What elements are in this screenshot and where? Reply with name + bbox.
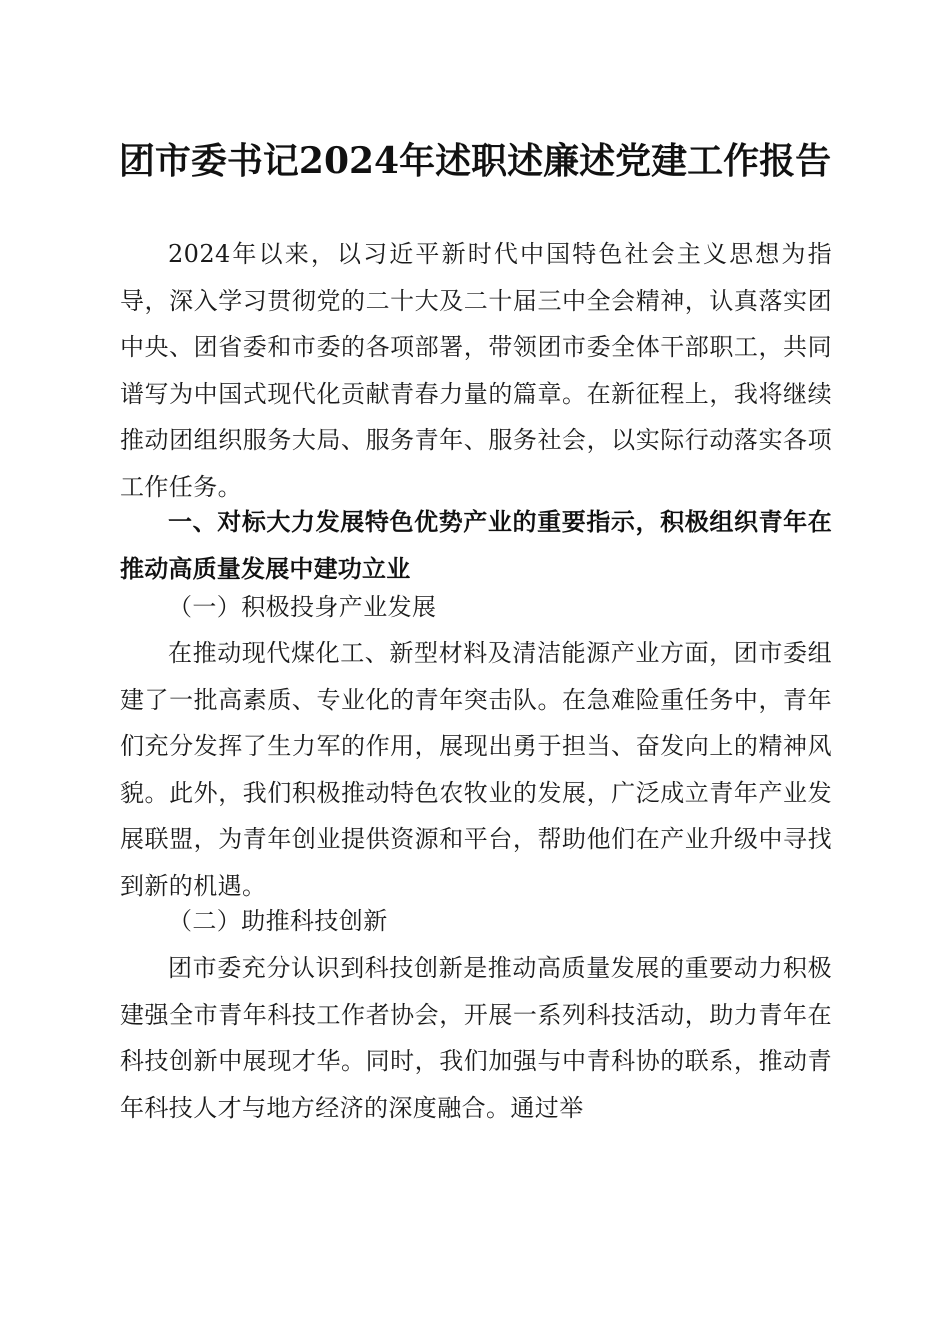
subsection-1-heading: （一）积极投身产业发展 — [168, 593, 437, 621]
subsection-1-paragraph: 在推动现代煤化工、新型材料及清洁能源产业方面，团市委组建了一批高素质、专业化的青年突击队。在急难险重任务中，青年们充分发挥了生力军的作用，展现出勇于担当、奋发向上的精神风貌。此外，我们积极推动特色农牧业的发展，广泛成立青年产业发展联盟，为青年创业提供资源和平台，帮助他们在产业升级中寻找到新的机遇。 — [120, 639, 832, 900]
section-1-heading: 一、对标大力发展特色优势产业的重要指示，积极组织青年在推动高质量发展中建功立业 — [120, 508, 832, 583]
document-title: 团市委书记2024年述职述廉述党建工作报告 — [118, 140, 832, 182]
intro-paragraph: 2024年以来，以习近平新时代中国特色社会主义思想为指导，深入学习贯彻党的二十大及二十届三中全会精神，认真落实团中央、团省委和市委的各项部署，带领团市委全体干部职工，共同谱写为中国式现代化贡献青春力量的篇章。在新征程上，我将继续推动团组织服务大局、服务青年、服务社会，以实际行动落实各项工作任务。 — [120, 240, 832, 501]
subsection-2-paragraph: 团市委充分认识到科技创新是推动高质量发展的重要动力积极建强全市青年科技工作者协会，开展一系列科技活动，助力青年在科技创新中展现才华。同时，我们加强与中青科协的联系，推动青年科技人才与地方经济的深度融合。通过举 — [120, 954, 832, 1122]
subsection-2-heading: （二）助推科技创新 — [168, 907, 388, 935]
